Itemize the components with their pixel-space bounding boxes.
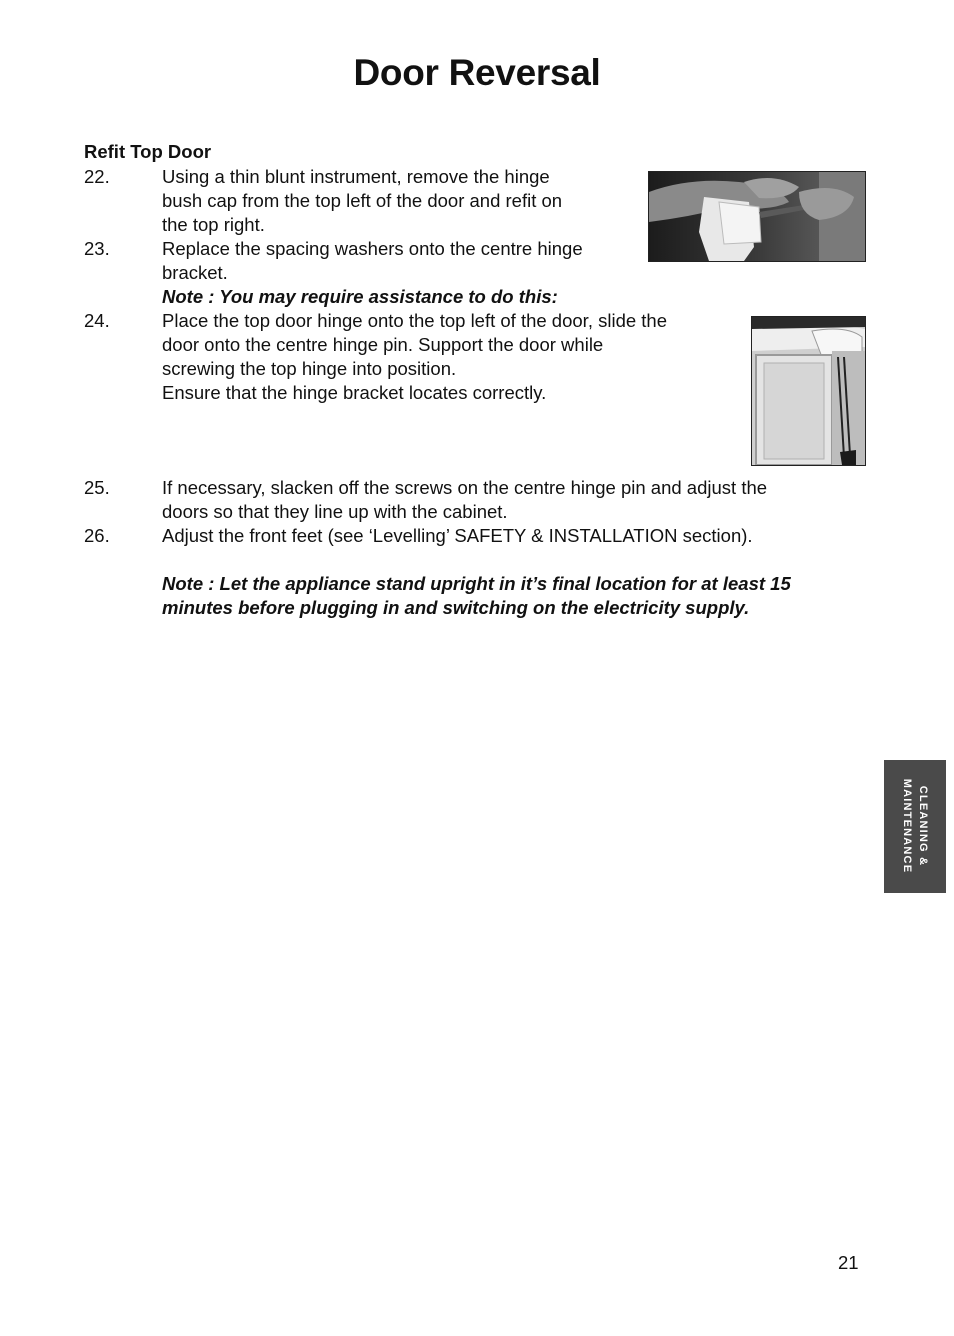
step-text	[162, 476, 767, 524]
step-line: door onto the centre hinge pin. Support the door while	[162, 334, 604, 355]
step-number: 22.	[84, 166, 110, 187]
section-heading: Refit Top Door	[84, 141, 212, 162]
note-assistance: Note : You may require assistance to do this:	[162, 286, 558, 307]
step-line: If necessary, slacken off the screws on the centre hinge pin and adjust the	[162, 477, 768, 498]
step-line: Replace the spacing washers onto the centre hinge	[162, 238, 583, 259]
step-number: 25.	[84, 477, 110, 498]
step-text	[162, 165, 562, 237]
page-title: Door Reversal	[353, 52, 601, 93]
step-line: bracket.	[162, 262, 228, 283]
step-line: Adjust the front feet (see ‘Levelling’ SAFETY & INSTALLATION section).	[162, 525, 753, 546]
step-text	[162, 309, 667, 405]
door-hinge-photo	[751, 316, 866, 466]
step-line: screwing the top hinge into position.	[162, 358, 457, 379]
step-line: bush cap from the top left of the door and refit on	[162, 190, 563, 211]
page-number: 21	[838, 1252, 859, 1273]
note-final-location	[162, 572, 791, 620]
step-line: Ensure that the hinge bracket locates correctly.	[162, 382, 547, 403]
side-tab-line: CLEANING &	[917, 785, 929, 867]
step-line: the top right.	[162, 214, 265, 235]
side-tab-line: MAINTENANCE	[901, 778, 913, 874]
note-line: minutes before plugging in and switching on the electricity supply.	[162, 597, 750, 618]
step-line: doors so that they line up with the cabinet.	[162, 501, 508, 522]
note-line: Note : Let the appliance stand upright in it’s final location for at least 15	[162, 573, 791, 594]
step-number: 24.	[84, 310, 110, 331]
step-text	[162, 524, 753, 548]
step-line: Using a thin blunt instrument, remove the hinge	[162, 166, 550, 187]
step-number: 23.	[84, 238, 110, 259]
side-tab-label	[899, 779, 931, 873]
step-line: Place the top door hinge onto the top left of the door, slide the	[162, 310, 668, 331]
step-text	[162, 237, 583, 285]
hinge-bush-cap-photo	[648, 171, 866, 262]
section-side-tab	[884, 760, 946, 893]
step-number: 26.	[84, 525, 110, 546]
